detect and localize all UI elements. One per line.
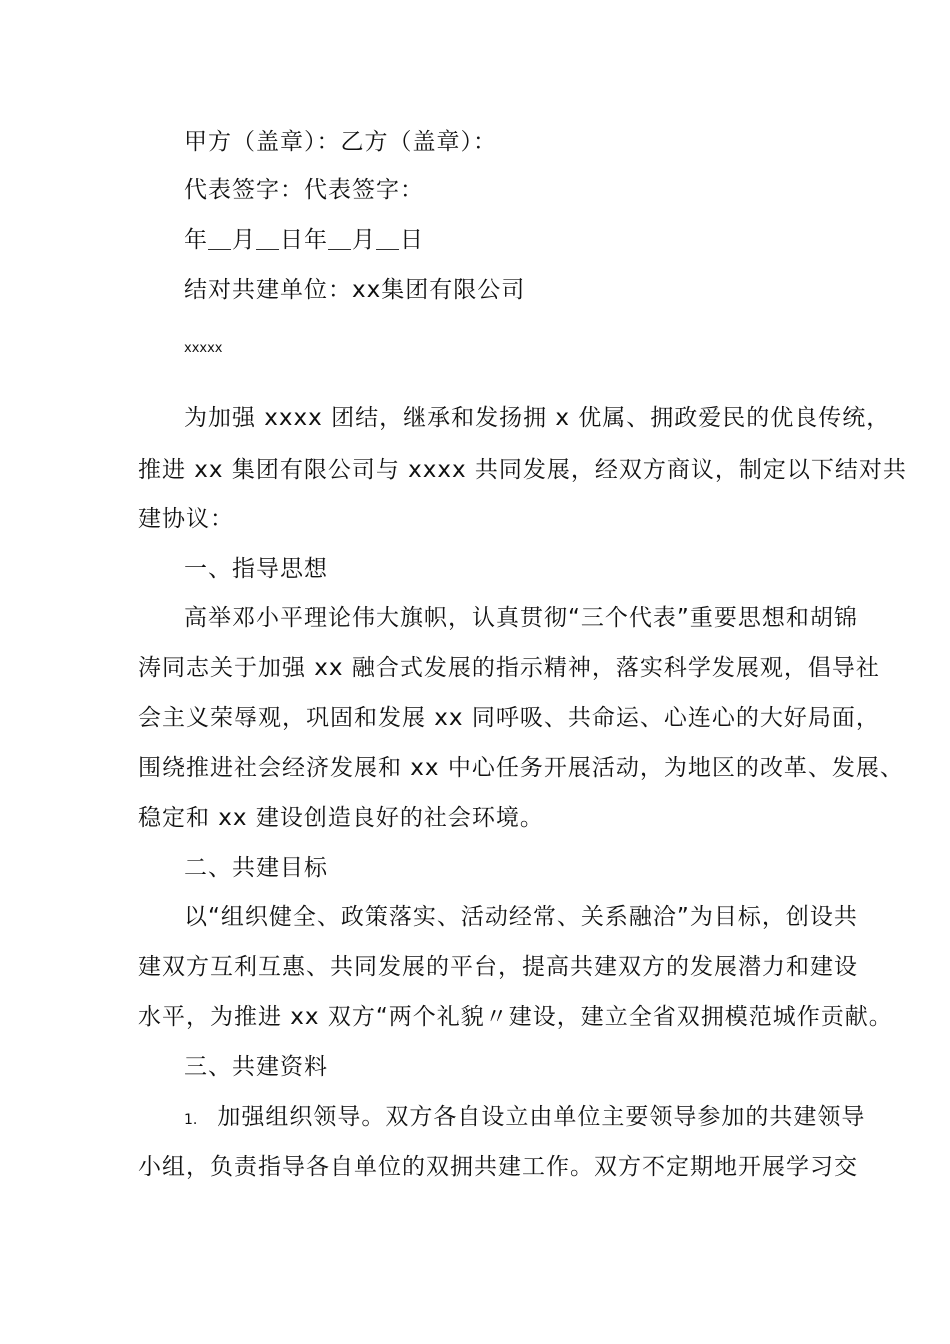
section1-heading: 一、指导思想 xyxy=(184,556,328,582)
section3-heading: 三、共建资料 xyxy=(184,1054,328,1080)
section1-line-3: 会主义荣辱观，巩固和发展 xx 同呼吸、共命运、心连心的大好局面， xyxy=(138,705,880,731)
list-number: 1. xyxy=(184,1112,198,1128)
section2-heading: 二、共建目标 xyxy=(184,855,328,881)
section2-line-3: 水平，为推进 xx 双方“两个礼貌〃建设，建立全省双拥模范城作贡献。 xyxy=(138,1004,893,1030)
signatures-line: 代表签字：代表签字： xyxy=(184,177,424,203)
dates-line: 年＿月＿日年＿月＿日 xyxy=(184,227,424,253)
section1-line-5: 稳定和 xx 建设创造良好的社会环境。 xyxy=(138,805,544,831)
placeholder-text: xxxxx xyxy=(184,341,223,356)
section2-line-1: 以“组织健全、政策落实、活动经常、关系融洽”为目标，创设共 xyxy=(184,904,858,930)
section3-item1-text: 加强组织领导。双方各自设立由单位主要领导参加的共建领导 xyxy=(217,1104,866,1130)
section1-line-4: 围绕推进社会经济发展和 xx 中心任务开展活动，为地区的改革、发展、 xyxy=(138,755,904,781)
intro-line-3: 建协议： xyxy=(138,506,234,532)
intro-line-2: 推进 xx 集团有限公司与 xxxx 共同发展，经双方商议，制定以下结对共 xyxy=(138,457,907,483)
section1-line-2: 涛同志关于加强 xx 融合式发展的指示精神，落实科学发展观，倡导社 xyxy=(138,655,880,681)
intro-line-1: 为加强 xxxx 团结，继承和发扬拥 x 优属、拥政爱民的优良传统， xyxy=(184,405,891,431)
section3-item1 xyxy=(184,1102,865,1135)
parties-line: 甲方（盖章）：乙方（盖章）： xyxy=(184,129,497,155)
section3-item1-line-2: 小组，负责指导各自单位的双拥共建工作。双方不定期地开展学习交 xyxy=(138,1154,858,1180)
section1-line-1: 高举邓小平理论伟大旗帜，认真贯彻“三个代表”重要思想和胡锦 xyxy=(184,605,858,631)
section2-line-2: 建双方互利互惠、共同发展的平台，提高共建双方的发展潜力和建设 xyxy=(138,954,858,980)
partner-unit-line: 结对共建单位：xx集团有限公司 xyxy=(184,277,526,303)
